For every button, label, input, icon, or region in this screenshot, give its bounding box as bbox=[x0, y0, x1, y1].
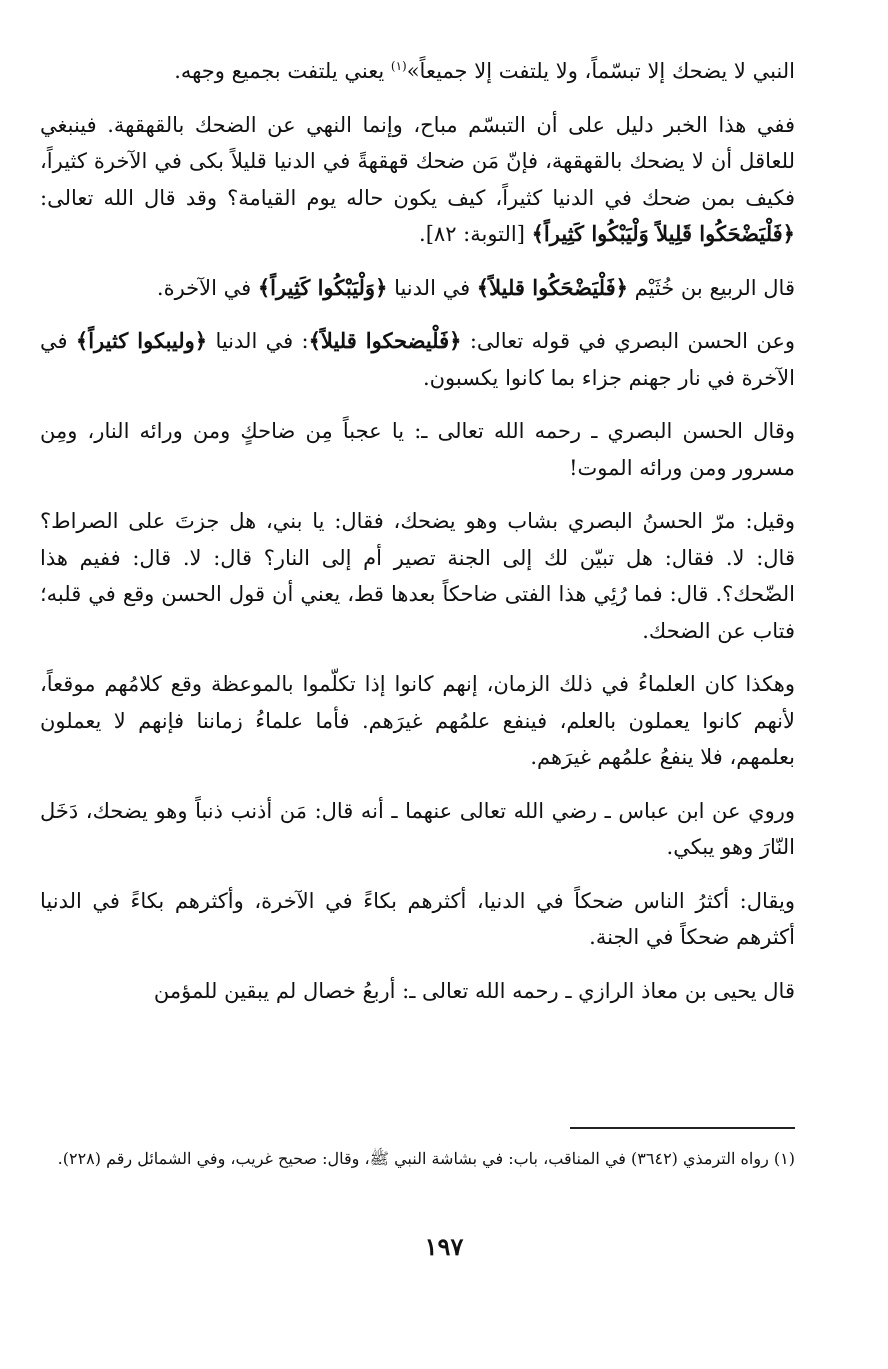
paragraph bbox=[40, 793, 795, 866]
text-span: وقال الحسن البصري ـ رحمه الله تعالى ـ: يا عجباً مِن ضاحكٍ ومن ورائه النار، ومِن مسرور ومن ورائه الموت! bbox=[40, 419, 795, 480]
text-span: وقيل: مرّ الحسنُ البصري بشاب وهو يضحك، فقال: يا بني، هل جزتَ على الصراط؟ قال: لا. فقال: هل تبيّن لك إلى الجنة تصير أم إلى النار؟ قال: لا. قال: ففيم هذا الضّحك؟. قال: فما رُئِي هذا الفتى ضاحكاً بعدها قط، يعني أن قول الحسن وقع في قلبه؛ فتاب عن الضحك. bbox=[40, 509, 795, 643]
main-text bbox=[40, 48, 795, 1026]
paragraph bbox=[40, 107, 795, 253]
paragraph bbox=[40, 413, 795, 486]
quran-quote: ﴿فَلْيَضْحَكُوا قَلِيلاً وَلْيَبْكُوا كَثِيراً﴾ bbox=[531, 221, 795, 246]
text-span: وهكذا كان العلماءُ في ذلك الزمان، إنهم كانوا إذا تكلّموا بالموعظة وقع كلامُهم موقعاً، لأنهم كانوا يعملون بالعلم، فينفع علمُهم غيرَهم. فأما علماءُ زماننا فإنهم لا يعملون بعلمهم، فلا ينفعُ علمُهم غيرَهم. bbox=[40, 672, 795, 769]
text-span: ويقال: أكثرُ الناس ضحكاً في الدنيا، أكثرهم بكاءً في الآخرة، وأكثرهم بكاءً في الدنيا أكثرهم ضحكاً في الجنة. bbox=[40, 888, 795, 949]
quran-quote: ﴿فَلْيَضْحَكُوا قليلاً﴾ bbox=[476, 274, 628, 300]
paragraph bbox=[40, 503, 795, 649]
text-span: قال الربيع بن خُثَيْم bbox=[627, 275, 795, 300]
paragraph bbox=[40, 973, 795, 1010]
paragraph bbox=[40, 323, 795, 396]
text-span: قال يحيى بن معاذ الرازي ـ رحمه الله تعالى ـ: أربعُ خصال لم يبقين للمؤمن bbox=[153, 978, 795, 1003]
paragraph bbox=[40, 883, 795, 956]
quran-quote: ﴿وَلْيَبْكُوا كَثِيراً﴾ bbox=[257, 274, 388, 300]
quran-quote: ﴿وليبكوا كثيراً﴾ bbox=[75, 328, 208, 353]
text-span: النبي لا يضحك إلا تبسّماً، ولا يلتفت إلا جميعاً» bbox=[406, 59, 795, 83]
quran-quote: ﴿فَلْيضحكوا قليلاً﴾ bbox=[308, 328, 462, 353]
footnote: (١) رواه الترمذي (٣٦٤٢) في المناقب، باب: في بشاشة النبي ﷺ، وقال: صحيح غريب، وفي الشمائل رقم (٢٢٨). bbox=[57, 1149, 795, 1168]
text-span: يعني يلتفت بجميع وجهه. bbox=[174, 59, 391, 83]
footnote-ref: (١) bbox=[390, 59, 407, 73]
footnote-divider bbox=[570, 1127, 795, 1129]
citation: [التوبة: ٨٢]. bbox=[419, 222, 532, 246]
text-span: في الآخرة. bbox=[156, 275, 258, 300]
paragraph bbox=[40, 666, 795, 776]
text-span: وروي عن ابن عباس ـ رضي الله تعالى عنهما ـ أنه قال: مَن أذنب ذنباً وهو يضحك، دَخَل النّارَ وهو يبكي. bbox=[40, 798, 796, 859]
text-span: : في الدنيا bbox=[207, 329, 309, 353]
text-span: وعن الحسن البصري في قوله تعالى: bbox=[461, 329, 796, 353]
text-span: في الدنيا bbox=[387, 275, 477, 300]
page-number: ١٩٧ bbox=[424, 1232, 464, 1261]
text-span: في الآخرة في نار جهنم جزاء بما كانوا يكسبون. bbox=[40, 329, 795, 390]
paragraph bbox=[40, 48, 795, 90]
text-span: ففي هذا الخبر دليل على أن التبسّم مباح، وإنما النهي عن الضحك بالقهقهة. فينبغي للعاقل أن لا يضحك بالقهقهة، فإنّ مَن ضحك قهقهةً في الدنيا قليلاً بكى في الآخرة كثيراً، فكيف بمن ضحك في الدنيا كثيراً، كيف يكون حاله يوم القيامة؟ وقد قال الله تعالى: bbox=[40, 112, 795, 210]
paragraph bbox=[40, 270, 795, 307]
